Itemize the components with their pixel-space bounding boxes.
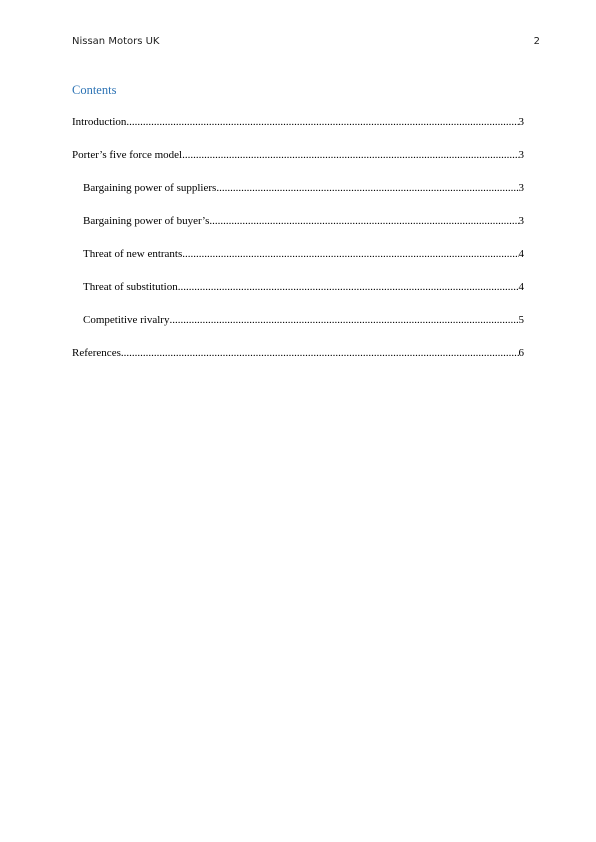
toc-leader-dots	[182, 248, 518, 260]
toc-leader-dots	[126, 116, 518, 128]
toc-entry-competitive-rivalry[interactable]	[72, 314, 524, 347]
toc-entry-page: 3	[518, 182, 524, 194]
toc-entry-threat-of-new-entrants[interactable]	[72, 248, 524, 281]
toc-leader-dots	[182, 149, 518, 161]
toc-entry-page: 5	[518, 314, 524, 326]
toc-entry-porters-five-force-model[interactable]	[72, 149, 524, 182]
toc-entry-page: 4	[518, 248, 524, 260]
toc-entry-page: 3	[518, 116, 524, 128]
toc-entry-label: Bargaining power of suppliers	[83, 182, 217, 194]
toc-entry-label: Introduction	[72, 116, 127, 128]
table-of-contents	[72, 116, 524, 380]
toc-entry-page: 6	[518, 347, 524, 359]
header-page-number: 2	[533, 36, 540, 47]
header-title: Nissan Motors UK	[72, 36, 160, 47]
toc-entry-label: Bargaining power of buyer’s	[83, 215, 210, 227]
toc-entry-page: 3	[518, 215, 524, 227]
toc-entry-label: Porter’s five force model	[72, 149, 183, 161]
toc-heading: Contents	[72, 83, 117, 97]
toc-entry-label: Competitive rivalry	[83, 314, 170, 326]
toc-leader-dots	[178, 281, 519, 293]
toc-entry-page: 3	[518, 149, 524, 161]
toc-entry-label: Threat of substitution	[83, 281, 178, 293]
toc-entry-references[interactable]	[72, 347, 524, 380]
toc-entry-threat-of-substitution[interactable]	[72, 281, 524, 314]
toc-entry-introduction[interactable]	[72, 116, 524, 149]
toc-leader-dots	[216, 182, 518, 194]
toc-entry-page: 4	[518, 281, 524, 293]
toc-entry-label: Threat of new entrants	[83, 248, 183, 260]
toc-entry-bargaining-power-of-buyers[interactable]	[72, 215, 524, 248]
toc-leader-dots	[121, 347, 519, 359]
toc-entry-bargaining-power-of-suppliers[interactable]	[72, 182, 524, 215]
toc-leader-dots	[209, 215, 518, 227]
toc-entry-label: References	[72, 347, 121, 359]
toc-leader-dots	[169, 314, 518, 326]
